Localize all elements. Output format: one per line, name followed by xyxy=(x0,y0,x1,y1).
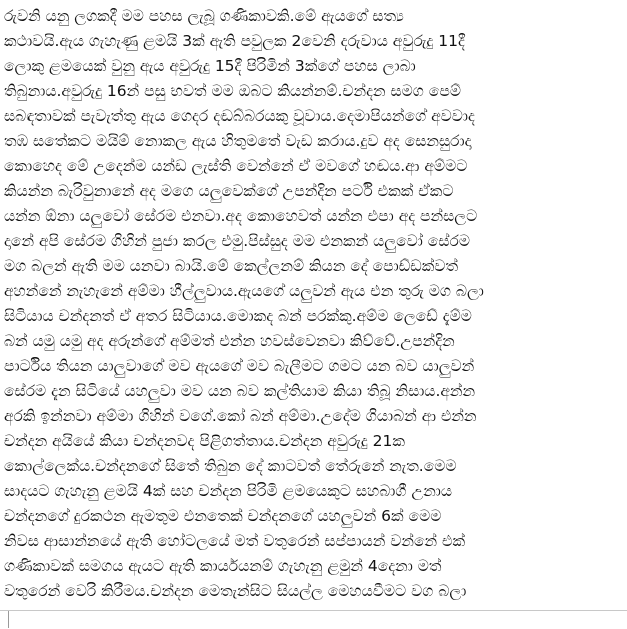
text-line-13: සිටියාය චන්දනත් ඒ අතර සිටියාය.මොකද බන් පරක්කු.අම්ම ලෙඩේ දැම්ම xyxy=(4,307,472,325)
text-line-6: තඹ සතේකට මයිම් නොකල ඇය හිතුමතේ වැඩ කරාය.දුව අද සෙනසුරාදා xyxy=(4,132,472,150)
text-line-5: සබඳතාවක් පැවැත්තු ඇය ගෙදර දඬබ්බරයකු වූවාය.දෙමාපියන්ගේ අවවාද xyxy=(4,107,475,125)
text-line-10: දානේ අපි සේරම ගිහින් පුජා කරල එමු.පිස්සුද මම එනකන් යලුවෝ සේරම xyxy=(4,232,471,250)
text-line-23: ගණිකාවක් සමගය ඇයට ඇති කාර්යයනම් ගැහැනු ළමුන් 4දෙනා මත් xyxy=(4,557,442,575)
text-line-17: අරකි ඉන්නවා අම්මා ගිහින් වගේ.කෝ බන් අම්මා.උදේම ගියාබන් ආ එන්න xyxy=(4,407,477,425)
text-line-19: කොල්ලෙක්ය.චන්දනගේ සිතේ තිබුන දේ කාටවත් තේරුනේ නැත.මෙම xyxy=(4,457,457,475)
text-line-12: අහන්නේ නැහැනේ අම්මා හීල්ලුවාය.ඇයගේ යලුවන් ඇය එන තුරු මග බලා xyxy=(4,282,484,300)
text-line-8: කියන්න බැරිවුනානේ අද මගෙ යලුවෙක්ගේ උපන්දින පර්ටි එකක් ඒකට xyxy=(4,182,454,200)
text-line-2: කථාවයි.ඇය ගැහැණු ළමයි 3ක් ඇති පවුලක 2වෙනි දරුවාය අවුරුදු 11දී xyxy=(4,32,465,50)
text-line-20: සාදයට ගැහැනු ළමයි 4ක් සහ චන්දන පිරිමි ළමයෙකුට සහබාගී උනාය xyxy=(4,482,453,500)
text-line-21: චන්දනගේ දුරකථන ඇමතුම එනතෙක් චන්දනගේ යහලුවන් 6ක් මෙම xyxy=(4,507,442,525)
text-line-18: චන්දන අයියේ කියා චන්දනවද පිළිගත්තාය.චන්දන අවුරුදු 21ක xyxy=(4,432,405,450)
text-line-7: කොහෙද මේ උදෙන්ම යන්ඩ ලැස්ති වෙන්නේ ඒ මවගේ හඬය.ආ අම්මට xyxy=(4,157,468,175)
text-line-14: බන් යමු යමු අද අරුන්ගේ අම්මත් එන්න හවස්වෙනවා කිව්වේ.උපන්දින xyxy=(4,332,455,350)
text-line-15: පාර්ටිය තියන යාලුවාගේ මව ඇයගේ මව බැලීමට ගමට යන බව යාලුවන් xyxy=(4,357,475,375)
bottom-tick-mark xyxy=(8,611,9,628)
bottom-divider xyxy=(0,610,627,629)
text-line-3: ලොකු ළමයෙක් වුනු ඇය අවුරුදු 15දී පිරිමින් 3ක්ගේ පහස ලාබා xyxy=(4,57,416,75)
text-line-16: සේරම දැන සිටියේ යහලුවා මව යන බව කල්තියාම කියා තිබූ නිසාය.අන්න xyxy=(4,382,476,400)
text-line-11: මග බලන් ඇති මම යනවා බායි.මේ කෙල්ලනම් කියන දේ පොඩ්ඩක්වත් xyxy=(4,257,459,275)
text-line-22: නිවස ආසාන්නයේ ඇති හෝටලයේ මත් වතුරෙන් සප්පායන් වන්නේ එක් xyxy=(4,532,466,550)
text-line-24: වතුරෙන් වෙරි කිරීමය.චන්දන මෙතැන්සිට සියල්ල මෙහයවීමට වග බලා xyxy=(4,582,467,600)
text-line-4: තිබුනාය.අවුරුදු 16න් පසු භවත් මම ඔබට කියන්නම්.චන්දන සමග පෙම් xyxy=(4,82,461,100)
text-line-9: යන්න ඕනා යලුවෝ සේරම එනවා.අද කොහෙවත් යන්න එපා අද පන්සලට xyxy=(4,207,478,225)
text-line-1: රුවනි යනු ලගකදී මම පහස ලැබූ ගණිකාවකි.මේ ඇයගේ සත්‍ය xyxy=(4,7,404,25)
